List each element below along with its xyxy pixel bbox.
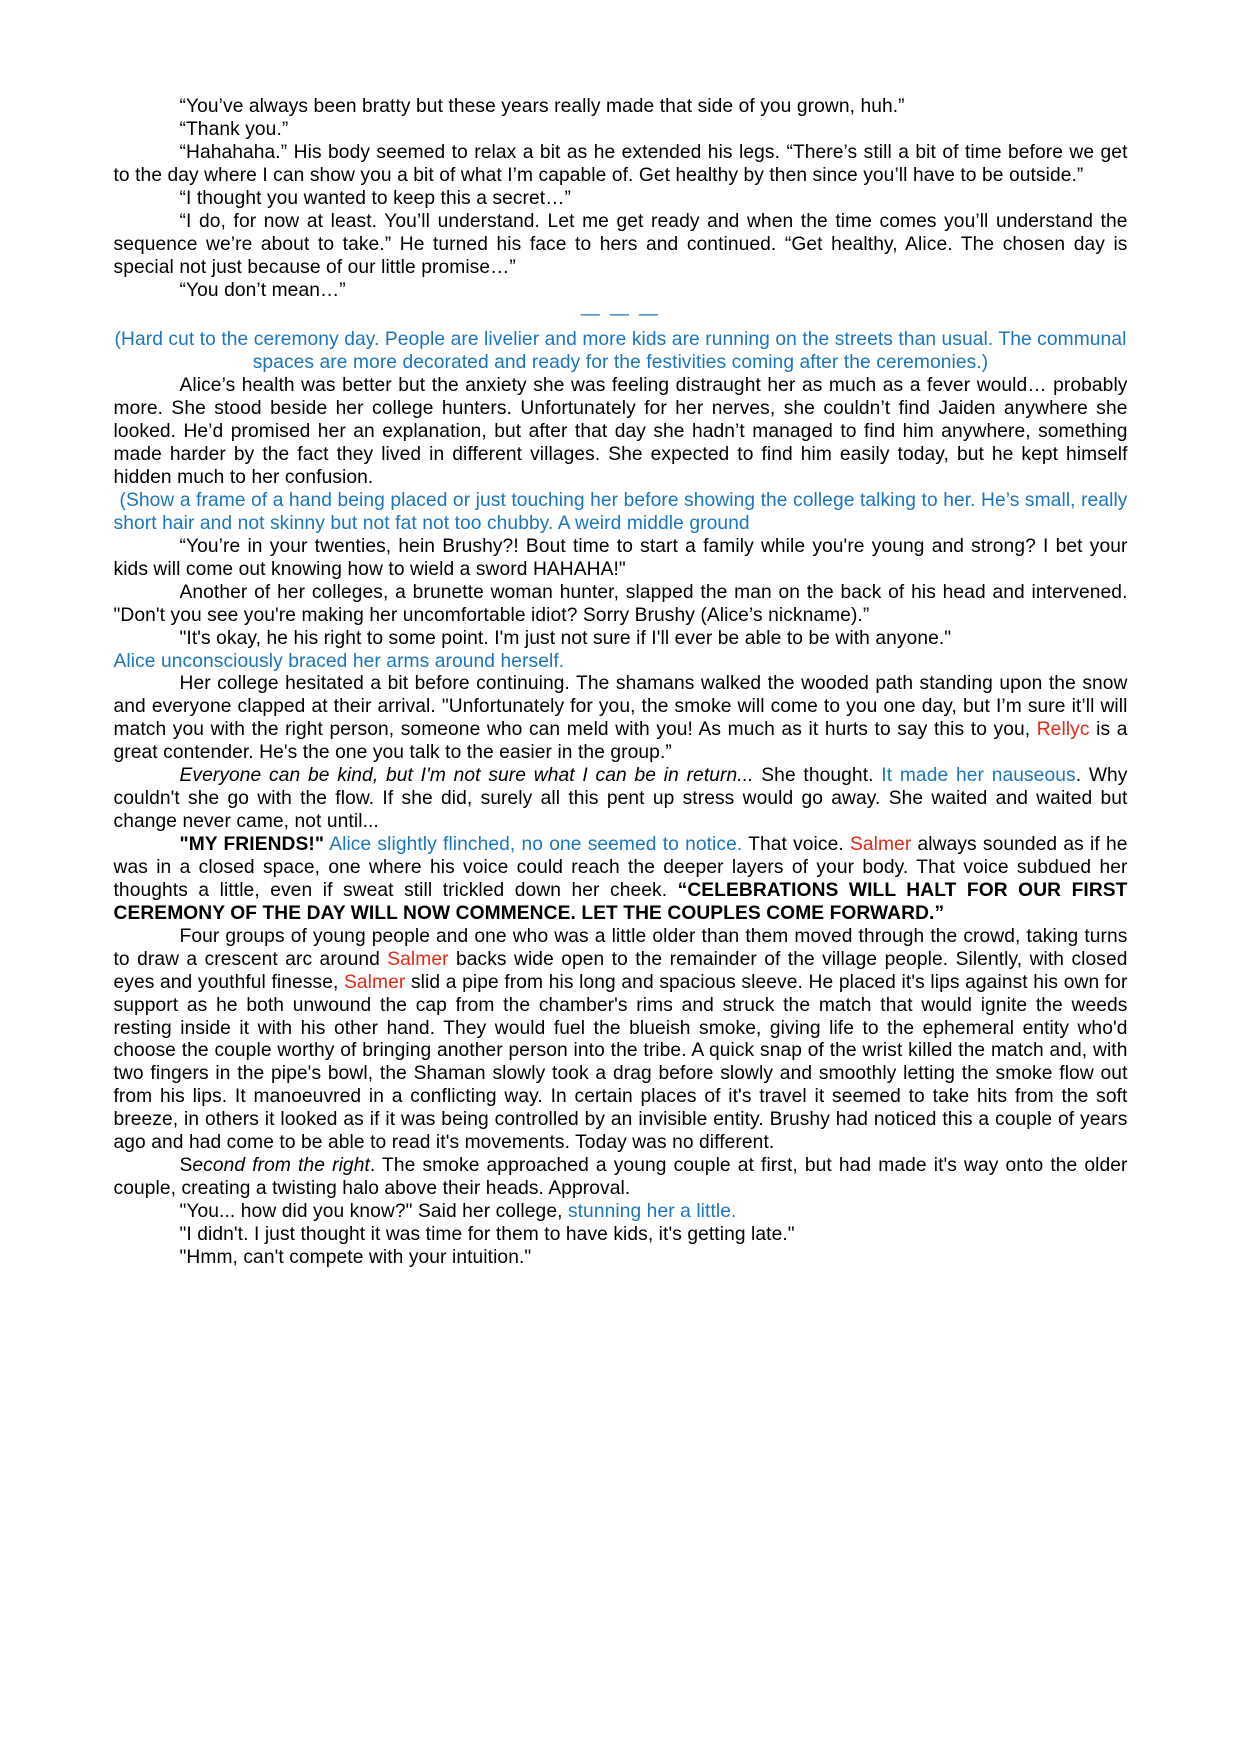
shout-my-friends: "MY FRIENDS!" bbox=[179, 834, 325, 855]
paragraph-alice-health: Alice’s health was better but the anxiety she was feeling distraught her as much as a fever would… probably more. She stood beside her college hunters. Unfortunately for her nerves, she couldn’t find Jaiden anywhere she looked. He’d promised her an explanation, but after that day she hadn’t managed to find him anywhere, something made harder by the fact they lived in different villages. She expected to find him easily today, but he kept himself hidden much to her confusion. bbox=[113, 375, 1128, 488]
director-note-braced-arms: Alice unconsciously braced her arms around herself. bbox=[113, 650, 565, 672]
paragraph-i-didnt: "I didn't. I just thought it was time for them to have kids, it's getting late." bbox=[179, 1223, 795, 1245]
paragraph-how-did-you-know bbox=[114, 1201, 1128, 1224]
shamans-path-part-b: is a great contender. He's the one you talk to the easier in the group.” bbox=[113, 719, 1128, 764]
document-body bbox=[114, 96, 1128, 1270]
paragraph-its-okay bbox=[114, 628, 1128, 651]
character-name-salmer-3: Salmer bbox=[344, 971, 406, 993]
paragraph-everyone-can-be-kind bbox=[114, 765, 1128, 834]
paragraph-second-from-right bbox=[114, 1155, 1128, 1201]
director-note-nauseous: It made her nauseous bbox=[881, 765, 1076, 787]
paragraph-dialogue-thankyou: “Thank you.” bbox=[179, 118, 289, 140]
second-from-right-rest: . The smoke approached a young couple at first, but had made it's way onto the older couple, creating a twisting halo above their heads. Approval. bbox=[113, 1155, 1128, 1200]
she-thought-text: She thought. bbox=[753, 765, 882, 787]
paragraph-my-friends bbox=[114, 834, 1128, 926]
four-groups-part-a: Four groups of young people and one who was a little older than them moved through the crowd, taking turns to draw a crescent arc around bbox=[113, 925, 1128, 970]
everyone-kind-tail: . Why couldn't she go with the flow. If she did, surely all this pent up stress would go away. She waited and waited but change never came, not until... bbox=[113, 765, 1128, 833]
paragraph-four-groups bbox=[114, 926, 1128, 1155]
director-note-stunning: stunning her a little. bbox=[567, 1201, 737, 1222]
paragraph-dialogue-secret: “I thought you wanted to keep this a secret…” bbox=[179, 187, 571, 209]
shamans-path-part-a: Her college hesitated a bit before continuing. The shamans walked the wooded path standing upon the snow and everyone clapped at their arrival. "Unfortunately for you, the smoke will come to you one day, but I’m sure it’ll will match you with the right person, someone who can meld with you! As much as it hurts to say this to you, bbox=[113, 673, 1128, 741]
paragraph-dialogue-twenties: “You’re in your twenties, hein Brushy?! Bout time to start a family while you're young and strong? I bet your kids will come out knowing how to wield a sword HAHAHA!" bbox=[113, 535, 1128, 580]
paragraph-shamans-path bbox=[114, 673, 1128, 765]
four-groups-part-c: slid a pipe from his long and spacious sleeve. He placed it's lips against his own for support as he both unwound the cap from the chamber's rims and struck the match that would ignite the weeds resting inside it with his other hand. They would fuel the blueish smoke, giving life to the ephemeral entity who'd choose the couple worthy of bringing another person into the tribe. A quick snap of the wrist killed the match and, with two fingers in the pipe's bowl, the Shaman slowly took a drag before slowly and smoothly letting the smoke flow out from his lips. It manoeuvred in a conflicting way. In certain places of it's travel it seemed to take hits from the soft breeze, in others it looked as if it was being controlled by an invisible entity. Brushy had noticed this a couple of years ago and had come to be able to read it's movements. Today was no different. bbox=[113, 971, 1128, 1154]
my-friends-body: always sounded as if he was in a closed space, one where his voice could reach the deeper layers of your body. That voice subdued her thoughts a little, even if sweat still trickled down her cheek. bbox=[113, 834, 1128, 901]
second-from-right-italic: econd from the right bbox=[192, 1155, 370, 1177]
paragraph-dialogue-dontmean: “You don’t mean…” bbox=[179, 279, 346, 301]
director-note-flinched: Alice slightly flinched, no one seemed to notice. bbox=[329, 834, 743, 855]
director-note-show-frame: (Show a frame of a hand being placed or just touching her before showing the college talking to her. He’s small, really short hair and not skinny but not fat not too chubby. A weird middle ground bbox=[113, 489, 1128, 534]
director-note-hard-cut: (Hard cut to the ceremony day. People are livelier and more kids are running on the streets than usual. The communal spaces are more decorated and ready for the festivities coming after the ceremonies.) bbox=[114, 329, 1127, 374]
inner-thought-italic: Everyone can be kind, but I'm not sure what I can be in return... bbox=[179, 765, 754, 787]
paragraph-dialogue-bratty: “You’ve always been bratty but these years really made that side of you grown, huh.” bbox=[179, 96, 905, 117]
paragraph-dialogue-hahahaha: “Hahahaha.” His body seemed to relax a bit as he extended his legs. “There’s still a bit of time before we get to the day where I can show you a bit of what I’m capable of. Get healthy by then since you’ll have to be outside.” bbox=[113, 141, 1128, 186]
character-name-salmer-2: Salmer bbox=[387, 948, 449, 970]
scene-separator: — — — bbox=[580, 304, 661, 326]
character-name-rellyc: Rellyc bbox=[1036, 719, 1090, 741]
character-name-salmer-1: Salmer bbox=[849, 834, 912, 855]
its-okay-text: "It's okay, he his right to some point. I'm just not sure if I'll ever be able to be with anyone." bbox=[179, 627, 952, 649]
second-capital-s: S bbox=[179, 1155, 193, 1177]
that-voice-text: That voice. bbox=[742, 834, 850, 855]
four-groups-part-b: backs wide open to the remainder of the village people. Silently, with closed eyes and youthful finesse, bbox=[113, 948, 1128, 993]
how-did-you-know-text: "You... how did you know?" Said her college, bbox=[179, 1201, 568, 1222]
paragraph-brunette-hunter: Another of her colleges, a brunette woman hunter, slapped the man on the back of his head and intervened. "Don't you see you're making her uncomfortable idiot? Sorry Brushy (Alice’s nickname).” bbox=[113, 581, 1128, 626]
paragraph-hmm-intuition: "Hmm, can't compete with your intuition." bbox=[179, 1246, 532, 1268]
paragraph-dialogue-ido: “I do, for now at least. You’ll understand. Let me get ready and when the time comes you’ll understand the sequence we’re about to take.” He turned his face to hers and continued. “Get healthy, Alice. The chosen day is special not just because of our little promise…” bbox=[113, 210, 1128, 278]
shout-celebrations: “CELEBRATIONS WILL HALT FOR OUR FIRST CEREMONY OF THE DAY WILL NOW COMMENCE. LET THE COUPLES COME FORWARD.” bbox=[113, 879, 1128, 924]
